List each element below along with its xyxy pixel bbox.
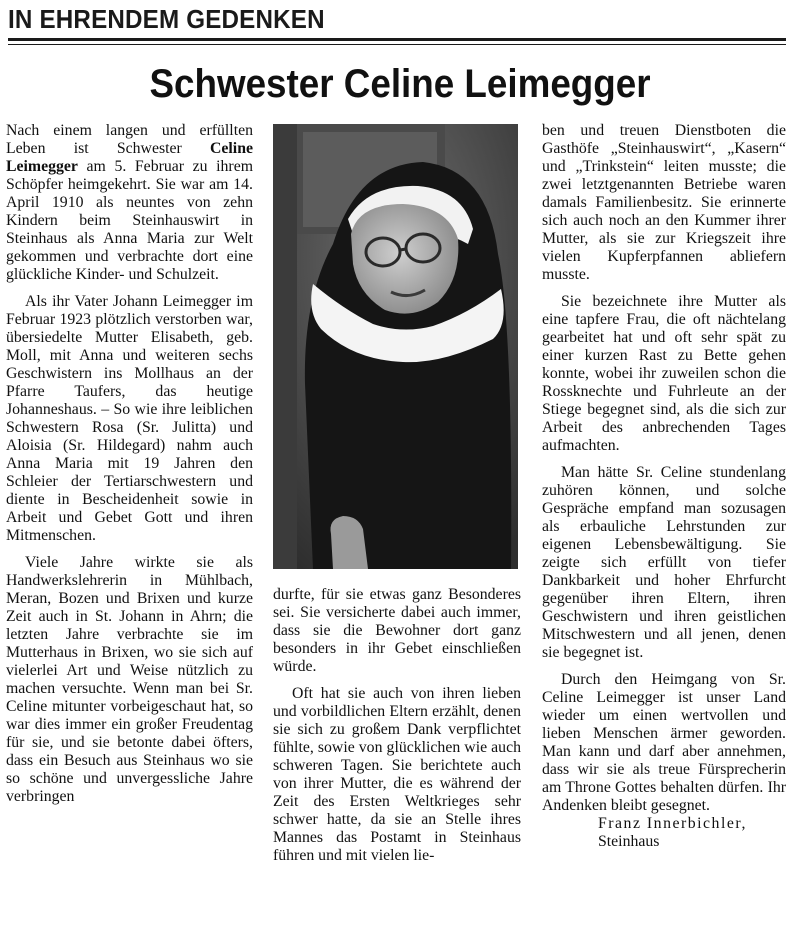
paragraph-3-continued: durfte, für sie etwas ganz Besonderes sei. Sie versicherte dabei auch immer, dass sie die Bewohner dort ganz besonders in ihr Gebet einschließen würde. xyxy=(273,586,521,675)
paragraph-3: Viele Jahre wirkte sie als Handwerkslehrerin in Mühlbach, Meran, Bozen und Brixen und kurze Zeit auch in St. Johann in Ahrn; die letzten Jahre verbrachte sie im Mutterhaus in Brixen, wo sie sich auf vielerlei Art und Weise nützlich zu machen versuchte. Wenn man bei Sr. Celine mitunter vorbeigeschaut hat, so war dies immer ein großer Freudentag für sie, und sie betonte dabei öfters, dass ein Besuch aus Steinhaus wo sie so schöne und unvergessliche Jahre verbringen xyxy=(6,554,253,805)
paragraph-7: Durch den Heimgang von Sr. Celine Leimegger ist unser Land wieder um einen wertvollen und lieben Menschen ärmer geworden. Man kann und darf aber annehmen, dass wir sie als treue Fürsprecherin am Throne Gottes behalten dürfen. Ihr Andenken bleibt gesegnet. xyxy=(542,671,786,814)
author-name: Franz Innerbichler, xyxy=(598,815,747,832)
portrait-photo xyxy=(273,124,518,569)
section-rule-thin xyxy=(8,44,786,45)
article-column-2 xyxy=(273,586,521,865)
section-label: IN EHRENDEM GEDENKEN xyxy=(8,4,325,34)
nun-portrait-image xyxy=(273,124,518,569)
article-column-3 xyxy=(542,122,786,851)
article-column-1 xyxy=(6,122,253,806)
name-highlight: Celine Leimegger xyxy=(6,140,253,175)
section-rule xyxy=(8,38,786,41)
paragraph-6: Man hätte Sr. Celine stundenlang zuhören können, und solche Gespräche empfand man sozusagen als erbauliche Lehrstunden zur eigenen Lebensbewältigung. Sie zeigte sich erfüllt von tiefer Dankbarkeit und hoher Ehrfurcht gegenüber ihren Eltern, ihren Geschwistern und ihren geistlichen Mitschwestern und all jenen, denen sie begegnet ist. xyxy=(542,464,786,661)
paragraph-4: Oft hat sie auch von ihren lieben und vorbildlichen Eltern erzählt, denen sie sich zu großem Dank verpflichtet fühlte, sowie von glücklichen wie auch schweren Tagen. Sie berichtete auch von ihrer Mutter, die es während der Zeit des Ersten Weltkrieges sehr schwer hatte, da sie an Stelle ihres Mannes das Postamt in Steinhaus führen und mit vielen lie- xyxy=(273,685,521,864)
page-title: Schwester Celine Leimegger xyxy=(149,62,651,106)
paragraph-1: Nach einem langen und erfüllten Leben ist Schwester Celine Leimegger am 5. Februar zu ihrem Schöpfer heimgekehrt. Sie war am 14. April 1910 als neuntes von zehn Kindern beim Steinhauswirt in Steinhaus als Anna Maria zur Welt gekommen und verbrachte dort eine glückliche Kinder- und Schulzeit. xyxy=(6,122,253,283)
author-signature xyxy=(542,815,786,833)
author-location: Steinhaus xyxy=(598,833,660,850)
paragraph-2: Als ihr Vater Johann Leimegger im Februar 1923 plötzlich verstorben war, übersiedelte Mutter Elisabeth, geb. Moll, mit Anna und weiteren sechs Geschwistern ins Mollhaus an der Pfarre Taufers, das heutige Johanneshaus. – So wie ihre leiblichen Schwestern Rosa (Sr. Julitta) und Aloisia (Sr. Hildegard) nahm auch Anna Maria mit 19 Jahren den Schleier der Tertiarschwestern und diente in Bescheidenheit sowie in Arbeit und Gebet Gott und ihren Mitmenschen. xyxy=(6,293,253,544)
paragraph-4-continued: ben und treuen Dienstboten die Gasthöfe „Steinhauswirt“, „Kasern“ und „Trinkstein“ leiten musste; die zwei letztgenannten Betriebe waren damals Familienbesitz. Sie erinnerte sich auch noch an den Kummer ihrer Mutter, als sie zur Kriegszeit ihre vielen Kupferpfannen abliefern musste. xyxy=(542,122,786,283)
paragraph-5: Sie bezeichnete ihre Mutter als eine tapfere Frau, die oft nächtelang gearbeitet hat und oft sehr spät zu einer kurzen Rast zu Bette gehen konnte, wobei ihr zuweilen schon die Rossknechte und Fuhrleute an der Stiege begegnet sind, als die sich zur Arbeit des anbrechenden Tages aufmachten. xyxy=(542,293,786,454)
